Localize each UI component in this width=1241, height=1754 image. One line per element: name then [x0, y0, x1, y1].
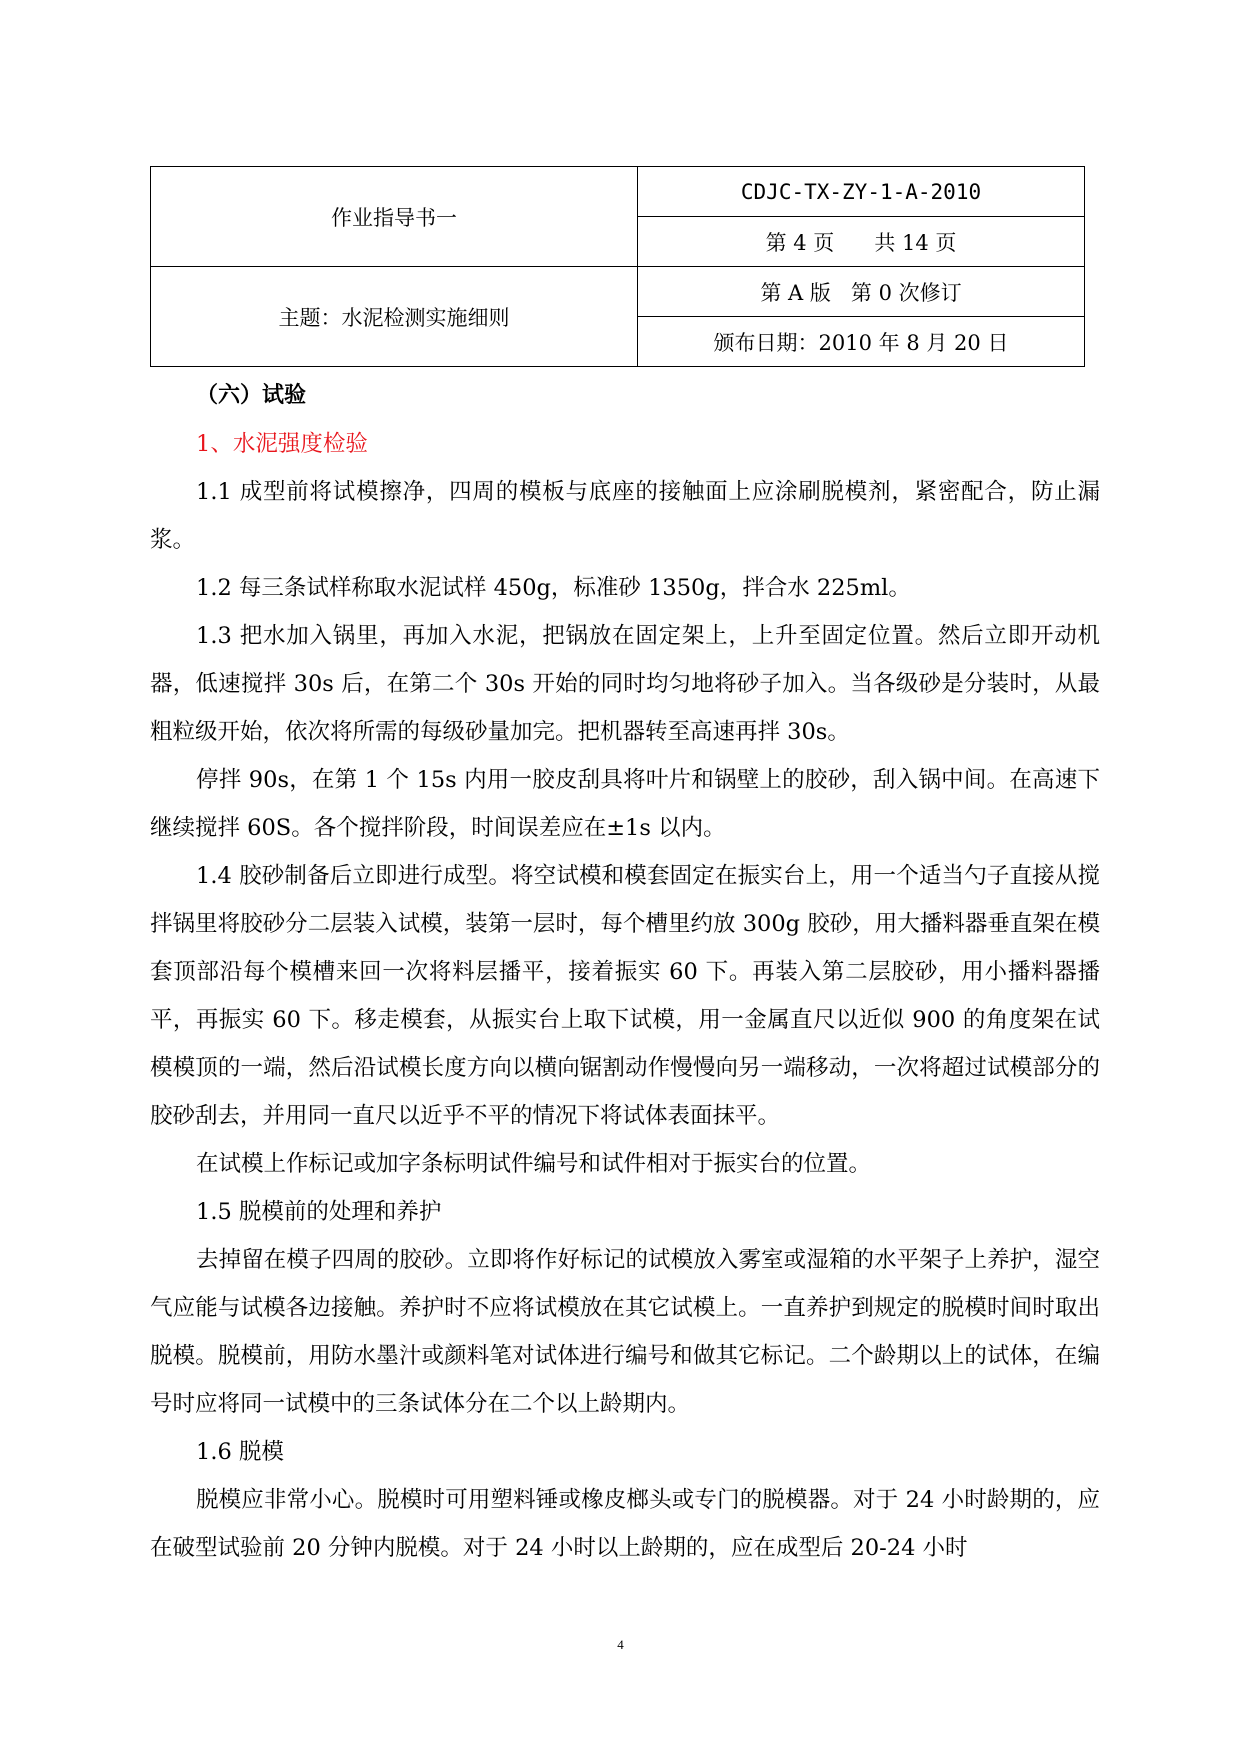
paragraph: 脱模应非常小心。脱模时可用塑料锤或橡皮榔头或专门的脱模器。对于 24 小时龄期的，应在破型试验前 20 分钟内脱模。对于 24 小时以上龄期的，应在成型后 20-24 小时	[150, 1487, 1100, 1561]
section-heading: （六）试验	[196, 383, 307, 408]
page-number: 4	[617, 1637, 624, 1652]
subheading: 1、水泥强度检验	[196, 431, 368, 457]
issue-date: 颁布日期：2010 年 8 月 20 日	[638, 317, 1085, 367]
doc-title: 作业指导书一	[151, 167, 638, 267]
version-info: 第 A 版 第 0 次修订	[638, 267, 1085, 317]
document-body	[150, 372, 1100, 1572]
paragraph: 1.2 每三条试样称取水泥试样 450g，标准砂 1350g，拌合水 225ml。	[196, 575, 911, 601]
paragraph: 1.4 胶砂制备后立即进行成型。将空试模和模套固定在振实台上，用一个适当勺子直接从搅拌锅里将胶砂分二层装入试模，装第一层时，每个槽里约放 300g 胶砂，用大播料器垂直架在模套顶部沿每个模槽来回一次将料层播平，接着振实 60 下。再装入第二层胶砂，用小播料器播平，再振实 60 下。移走模套，从振实台上取下试模，用一金属直尺以近似 900 的角度架在试模模顶的一端，然后沿试模长度方向以横向锯割动作慢慢向另一端移动，一次将超过试模部分的胶砂刮去，并用同一直尺以近乎不平的情况下将试体表面抹平。	[150, 863, 1100, 1129]
paragraph: 在试模上作标记或加字条标明试件编号和试件相对于振实台的位置。	[196, 1151, 872, 1177]
doc-subject: 主题：水泥检测实施细则	[151, 267, 638, 367]
paragraph: 停拌 90s，在第 1 个 15s 内用一胶皮刮具将叶片和锅壁上的胶砂，刮入锅中间。在高速下继续搅拌 60S。各个搅拌阶段，时间误差应在±1s 以内。	[150, 767, 1100, 841]
paragraph: 1.5 脱模前的处理和养护	[196, 1199, 442, 1225]
paragraph: 1.1 成型前将试模擦净，四周的模板与底座的接触面上应涂刷脱模剂，紧密配合，防止漏浆。	[150, 479, 1100, 553]
page-info: 第 4 页 共 14 页	[638, 217, 1085, 267]
paragraph: 1.6 脱模	[196, 1439, 284, 1465]
document-header-table	[150, 166, 1085, 367]
paragraph: 1.3 把水加入锅里，再加入水泥，把锅放在固定架上，上升至固定位置。然后立即开动机器，低速搅拌 30s 后，在第二个 30s 开始的同时均匀地将砂子加入。当各级砂是分装时，从最粗粒级开始，依次将所需的每级砂量加完。把机器转至高速再拌 30s。	[150, 623, 1100, 745]
paragraph: 去掉留在模子四周的胶砂。立即将作好标记的试模放入雾室或湿箱的水平架子上养护，湿空气应能与试模各边接触。养护时不应将试模放在其它试模上。一直养护到规定的脱模时间时取出脱模。脱模前，用防水墨汁或颜料笔对试体进行编号和做其它标记。二个龄期以上的试体，在编号时应将同一试模中的三条试体分在二个以上龄期内。	[150, 1247, 1100, 1417]
doc-code: CDJC-TX-ZY-1-A-2010	[638, 167, 1085, 217]
